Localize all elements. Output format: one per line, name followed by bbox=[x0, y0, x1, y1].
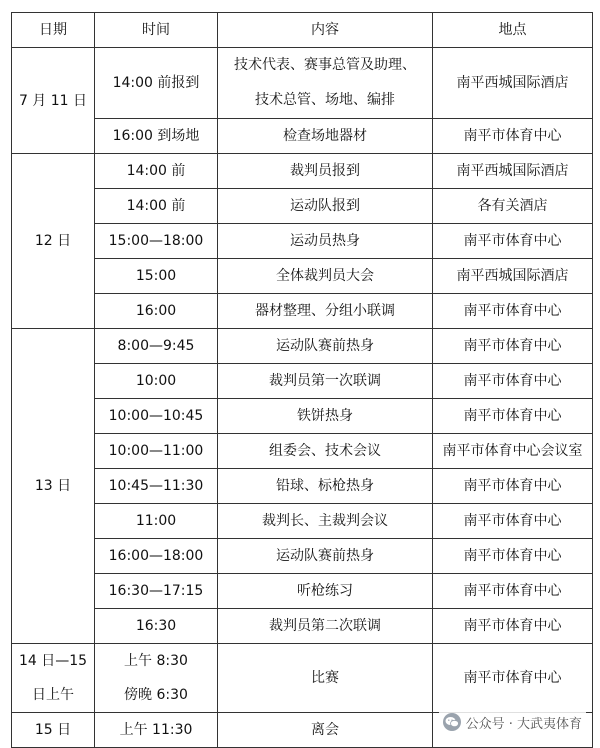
content-cell: 裁判长、主裁判会议 bbox=[218, 504, 433, 539]
table-row bbox=[12, 154, 593, 189]
content-cell: 听枪练习 bbox=[218, 574, 433, 609]
place-cell: 南平市体育中心会议室 bbox=[433, 434, 593, 469]
place-cell: 南平市体育中心 bbox=[433, 294, 593, 329]
time-line: 傍晚 6:30 bbox=[124, 687, 188, 703]
table-row bbox=[12, 294, 593, 329]
table-row bbox=[12, 224, 593, 259]
place-cell: 南平市体育中心 bbox=[433, 329, 593, 364]
content-cell: 比赛 bbox=[218, 644, 433, 713]
watermark bbox=[439, 711, 586, 733]
place-cell: 南平西城国际酒店 bbox=[433, 48, 593, 119]
place-cell: 南平市体育中心 bbox=[433, 504, 593, 539]
date-cell: 12 日 bbox=[12, 154, 95, 329]
place-cell: 南平市体育中心 bbox=[433, 539, 593, 574]
place-cell: 南平市体育中心 bbox=[433, 469, 593, 504]
time-cell: 16:00 到场地 bbox=[95, 119, 218, 154]
place-cell: 南平市体育中心 bbox=[433, 609, 593, 644]
table-row bbox=[12, 119, 593, 154]
place-cell: 南平市体育中心 bbox=[433, 119, 593, 154]
time-cell: 10:00—11:00 bbox=[95, 434, 218, 469]
time-cell: 10:45—11:30 bbox=[95, 469, 218, 504]
time-cell: 16:00 bbox=[95, 294, 218, 329]
time-line: 上午 8:30 bbox=[124, 653, 188, 669]
content-cell: 检查场地器材 bbox=[218, 119, 433, 154]
time-cell: 8:00—9:45 bbox=[95, 329, 218, 364]
header-place: 地点 bbox=[433, 13, 593, 48]
wechat-icon bbox=[443, 713, 461, 731]
date-cell: 15 日 bbox=[12, 713, 95, 748]
place-cell: 南平市体育中心 bbox=[433, 574, 593, 609]
header-row bbox=[12, 13, 593, 48]
table-row bbox=[12, 364, 593, 399]
place-cell: 南平市体育中心 bbox=[433, 644, 593, 713]
place-cell: 南平市体育中心 bbox=[433, 364, 593, 399]
content-cell: 组委会、技术会议 bbox=[218, 434, 433, 469]
time-cell: 11:00 bbox=[95, 504, 218, 539]
time-cell: 16:00—18:00 bbox=[95, 539, 218, 574]
place-cell: 南平市体育中心 bbox=[433, 224, 593, 259]
place-cell: 各有关酒店 bbox=[433, 189, 593, 224]
date-line: 14 日—15 bbox=[18, 653, 88, 669]
header-content: 内容 bbox=[218, 13, 433, 48]
content-line: 技术总管、场地、编排 bbox=[255, 92, 395, 108]
table-row bbox=[12, 504, 593, 539]
time-cell bbox=[95, 644, 218, 713]
header-date: 日期 bbox=[12, 13, 95, 48]
content-cell bbox=[218, 48, 433, 119]
time-cell: 10:00—10:45 bbox=[95, 399, 218, 434]
content-line: 技术代表、赛事总管及助理、 bbox=[234, 57, 416, 73]
time-cell: 15:00—18:00 bbox=[95, 224, 218, 259]
content-cell: 器材整理、分组小联调 bbox=[218, 294, 433, 329]
schedule-table bbox=[11, 12, 593, 748]
table-row bbox=[12, 189, 593, 224]
content-cell: 运动队赛前热身 bbox=[218, 329, 433, 364]
place-cell: 南平市体育中心 bbox=[433, 399, 593, 434]
table-row bbox=[12, 329, 593, 364]
table-row bbox=[12, 609, 593, 644]
time-cell: 14:00 前报到 bbox=[95, 48, 218, 119]
date-cell: 13 日 bbox=[12, 329, 95, 644]
content-cell: 全体裁判员大会 bbox=[218, 259, 433, 294]
time-cell: 10:00 bbox=[95, 364, 218, 399]
time-cell: 14:00 前 bbox=[95, 154, 218, 189]
watermark-text: 公众号 · 大武夷体育 bbox=[465, 716, 582, 732]
table-row bbox=[12, 539, 593, 574]
content-cell: 铅球、标枪热身 bbox=[218, 469, 433, 504]
content-cell: 裁判员报到 bbox=[218, 154, 433, 189]
content-cell: 离会 bbox=[218, 713, 433, 748]
table-row bbox=[12, 574, 593, 609]
time-cell: 上午 11:30 bbox=[95, 713, 218, 748]
time-cell: 16:30—17:15 bbox=[95, 574, 218, 609]
table-row bbox=[12, 48, 593, 119]
header-time: 时间 bbox=[95, 13, 218, 48]
date-cell bbox=[12, 644, 95, 713]
time-cell: 15:00 bbox=[95, 259, 218, 294]
content-cell: 运动员热身 bbox=[218, 224, 433, 259]
content-cell: 铁饼热身 bbox=[218, 399, 433, 434]
content-cell: 运动队赛前热身 bbox=[218, 539, 433, 574]
content-cell: 裁判员第二次联调 bbox=[218, 609, 433, 644]
place-cell: 南平西城国际酒店 bbox=[433, 154, 593, 189]
time-cell: 14:00 前 bbox=[95, 189, 218, 224]
time-cell: 16:30 bbox=[95, 609, 218, 644]
table-row bbox=[12, 434, 593, 469]
date-cell: 7 月 11 日 bbox=[12, 48, 95, 154]
date-line: 日上午 bbox=[32, 687, 74, 703]
place-cell: 南平西城国际酒店 bbox=[433, 259, 593, 294]
table-row bbox=[12, 399, 593, 434]
table-row bbox=[12, 644, 593, 713]
table-row bbox=[12, 469, 593, 504]
content-cell: 运动队报到 bbox=[218, 189, 433, 224]
table-row bbox=[12, 259, 593, 294]
content-cell: 裁判员第一次联调 bbox=[218, 364, 433, 399]
